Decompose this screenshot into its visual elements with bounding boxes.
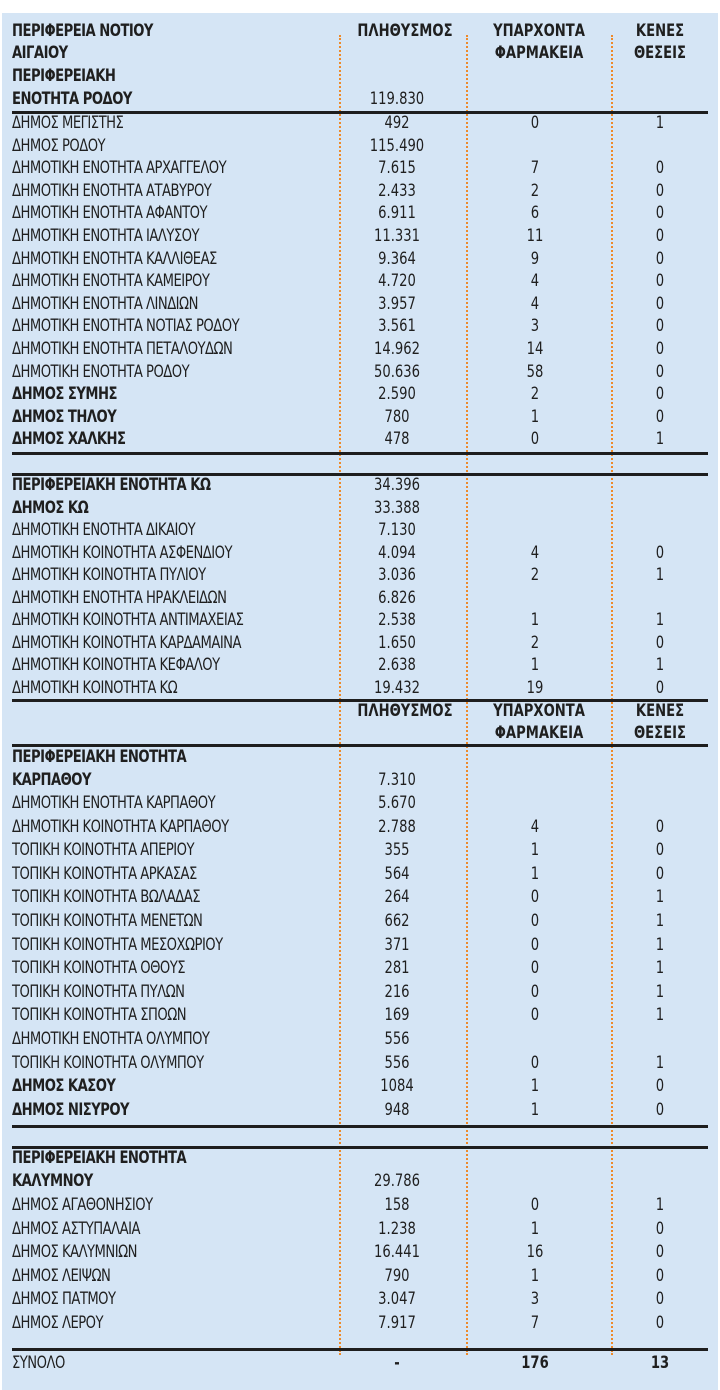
- rule-rodos-bottom: [12, 452, 708, 455]
- row-name: ΔΗΜΟΤΙΚΗ ΕΝΟΤΗΤΑ ΔΙΚΑΙΟΥ: [12, 520, 196, 540]
- row-name: ΔΗΜΟΤΙΚΗ ΚΟΙΝΟΤΗΤΑ ΑΣΦΕΝΔΙΟΥ: [12, 542, 232, 563]
- row-name: ΔΗΜΟΤΙΚΗ ΕΝΟΤΗΤΑ ΑΤΑΒΥΡΟΥ: [12, 180, 212, 201]
- row-pharmacies: 16: [526, 1242, 544, 1263]
- row-population: 7.615: [378, 158, 416, 179]
- row-name: ΔΗΜΟΣ ΑΓΑΘΟΝΗΣΙΟΥ: [12, 1195, 153, 1215]
- row-population: 16.441: [373, 1242, 421, 1263]
- table-row: [0, 587, 720, 609]
- row-pharmacies: 0: [530, 113, 540, 133]
- row-pharmacies: 4: [530, 271, 540, 292]
- table-row: [0, 677, 720, 699]
- row-population: 7.917: [378, 1313, 416, 1333]
- table-row: [0, 157, 720, 179]
- row-vacancies: 1: [655, 1195, 665, 1215]
- row-name: ΔΗΜΟΣ ΤΗΛΟΥ: [12, 406, 117, 427]
- row-name: ΔΗΜΟΣ ΚΑΛΥΜΝΙΩΝ: [12, 1242, 137, 1263]
- region-title-cont: ΑΙΓΑΙΟΥ: [12, 43, 68, 63]
- table-row: [0, 1075, 720, 1097]
- row-name: ΠΕΡΙΦΕΡΕΙΑΚΗ ΕΝΟΤΗΤΑ ΚΩ: [12, 475, 211, 495]
- row-name: ΔΗΜΟΣ ΠΑΤΜΟΥ: [12, 1289, 116, 1310]
- row-name: ΔΗΜΟΣ ΛΕΡΟΥ: [12, 1313, 104, 1333]
- row-population: 355: [384, 840, 410, 861]
- row-population: 1.650: [378, 632, 416, 653]
- column-header-vacancies-line2: ΘΕΣΕΙΣ: [633, 43, 687, 63]
- row-name: ΔΗΜΟΣ ΜΕΓΙΣΤΗΣ: [12, 113, 124, 133]
- row-population: 1.238: [378, 1218, 416, 1239]
- row-population: 2.638: [378, 655, 416, 675]
- row-name: ΔΗΜΟΣ ΡΟΔΟΥ: [12, 135, 106, 156]
- table-row: [0, 1312, 720, 1334]
- section-title-kalymnos-2: [0, 1170, 720, 1192]
- row-pharmacies: 0: [530, 887, 540, 908]
- row-pharmacies: 2: [530, 632, 540, 653]
- row-vacancies: 0: [655, 632, 665, 653]
- row-vacancies: 0: [655, 542, 665, 563]
- row-vacancies: 1: [655, 911, 665, 931]
- column-header-pharmacies-line2: ΦΑΡΜΑΚΕΙΑ: [494, 43, 584, 63]
- row-vacancies: 0: [655, 316, 665, 337]
- section-title-text: ΚΑΛΥΜΝΟΥ: [12, 1171, 93, 1191]
- section-population: 29.786: [373, 1171, 421, 1191]
- row-population: 50.636: [373, 361, 421, 382]
- row-pharmacies: 0: [530, 911, 540, 931]
- row-vacancies: 1: [655, 113, 665, 133]
- section-population: 119.830: [369, 89, 425, 109]
- region-title: ΠΕΡΙΦΕΡΕΙΑ ΝΟΤΙΟΥ: [12, 21, 153, 41]
- column-header-pharmacies-2-line1: ΥΠΑΡΧΟΝΤΑ: [493, 701, 585, 721]
- row-population: 14.962: [373, 339, 421, 359]
- total-population: -: [394, 1353, 400, 1373]
- row-population: 2.538: [378, 610, 416, 630]
- table-row: [0, 863, 720, 885]
- row-population: 3.036: [378, 565, 416, 585]
- row-population: 2.433: [378, 180, 416, 201]
- row-pharmacies: 4: [530, 816, 540, 837]
- row-name: ΔΗΜΟΤΙΚΗ ΚΟΙΝΟΤΗΤΑ ΑΝΤΙΜΑΧΕΙΑΣ: [12, 610, 244, 630]
- row-vacancies: 0: [655, 816, 665, 837]
- row-vacancies: 1: [655, 610, 665, 630]
- row-vacancies: 0: [655, 1218, 665, 1239]
- row-name: ΔΗΜΟΤΙΚΗ ΕΝΟΤΗΤΑ ΚΑΡΠΑΘΟΥ: [12, 793, 216, 813]
- row-vacancies: 0: [655, 1289, 665, 1310]
- row-vacancies: 0: [655, 1242, 665, 1263]
- row-pharmacies: 4: [530, 542, 540, 563]
- total-label: ΣΥΝΟΛΟ: [12, 1353, 65, 1373]
- row-vacancies: 0: [655, 248, 665, 269]
- table-row: [0, 1194, 720, 1216]
- row-population: 4.720: [378, 271, 416, 292]
- row-name: ΔΗΜΟΤΙΚΗ ΕΝΟΤΗΤΑ ΚΑΛΛΙΘΕΑΣ: [12, 248, 217, 269]
- table-row: [0, 654, 720, 676]
- row-name: ΤΟΠΙΚΗ ΚΟΙΝΟΤΗΤΑ ΑΡΚΑΣΑΣ: [12, 863, 197, 884]
- row-name: ΔΗΜΟΣ ΚΩ: [12, 497, 89, 518]
- table-row: [0, 315, 720, 337]
- row-name: ΔΗΜΟΣ ΚΑΣΟΥ: [12, 1076, 116, 1097]
- row-vacancies: 0: [655, 863, 665, 884]
- row-name: ΔΗΜΟΣ ΝΙΣΥΡΟΥ: [12, 1099, 130, 1120]
- table-row: [0, 519, 720, 541]
- row-vacancies: 0: [655, 339, 665, 359]
- table-row: [0, 957, 720, 979]
- row-vacancies: 1: [655, 565, 665, 585]
- row-pharmacies: 6: [530, 203, 540, 224]
- table-row: [0, 135, 720, 157]
- row-population: 6.826: [378, 587, 416, 608]
- section-title-text: ΠΕΡΙΦΕΡΕΙΑΚΗ ΕΝΟΤΗΤΑ: [12, 747, 187, 767]
- row-pharmacies: 3: [530, 316, 540, 337]
- section-title-text: ΚΑΡΠΑΘΟΥ: [12, 770, 91, 790]
- table-row: [0, 225, 720, 247]
- section-title-text: ΠΕΡΙΦΕΡΕΙΑΚΗ ΕΝΟΤΗΤΑ: [12, 1148, 187, 1168]
- column-header-vacancies-2-line1: ΚΕΝΕΣ: [635, 701, 685, 721]
- row-name: ΔΗΜΟΤΙΚΗ ΕΝΟΤΗΤΑ ΙΑΛΥΣΟΥ: [12, 226, 200, 246]
- row-pharmacies: 9: [530, 248, 540, 269]
- row-pharmacies: 11: [526, 226, 544, 246]
- row-population: 115.490: [369, 135, 425, 156]
- table-row: [0, 1218, 720, 1240]
- column-header-vacancies-line1: ΚΕΝΕΣ: [635, 21, 685, 41]
- row-population: 158: [384, 1195, 410, 1215]
- table-row: [0, 428, 720, 450]
- row-population: 780: [384, 406, 410, 427]
- row-population: 478: [384, 429, 410, 450]
- row-population: 6.911: [378, 203, 416, 224]
- row-vacancies: 1: [655, 958, 665, 979]
- column-header-population-2: ΠΛΗΘΥΣΜΟΣ: [357, 701, 453, 721]
- row-population: 1084: [380, 1076, 414, 1097]
- row-name: ΔΗΜΟΣ ΣΥΜΗΣ: [12, 384, 117, 405]
- total-vacancies: 13: [650, 1353, 670, 1373]
- row-vacancies: 1: [655, 1052, 665, 1073]
- table-row: [0, 361, 720, 383]
- total-row: [0, 1352, 720, 1374]
- row-population: 492: [384, 113, 410, 133]
- row-vacancies: 0: [655, 271, 665, 292]
- table-row: [0, 632, 720, 654]
- row-name: ΔΗΜΟΤΙΚΗ ΚΟΙΝΟΤΗΤΑ ΚΩ: [12, 677, 178, 698]
- row-population: 3.957: [378, 293, 416, 314]
- row-name: ΔΗΜΟΣ ΑΣΤΥΠΑΛΑΙΑ: [12, 1218, 140, 1239]
- row-name: ΔΗΜΟΤΙΚΗ ΕΝΟΤΗΤΑ ΠΕΤΑΛΟΥΔΩΝ: [12, 339, 233, 359]
- row-vacancies: 0: [655, 677, 665, 698]
- row-name: ΤΟΠΙΚΗ ΚΟΙΝΟΤΗΤΑ ΒΩΛΑΔΑΣ: [12, 887, 201, 908]
- row-name: ΔΗΜΟΤΙΚΗ ΚΟΙΝΟΤΗΤΑ ΚΕΦΑΛΟΥ: [12, 655, 220, 675]
- table-row: [0, 886, 720, 908]
- row-pharmacies: 0: [530, 934, 540, 955]
- table-row: [0, 542, 720, 564]
- table-row: [0, 270, 720, 292]
- section-title-rodos-1: [0, 65, 720, 87]
- row-vacancies: 1: [655, 429, 665, 450]
- section-title-karpathos-2: [0, 769, 720, 791]
- row-pharmacies: 0: [530, 1195, 540, 1215]
- table-row: [0, 248, 720, 270]
- row-population: 34.396: [373, 475, 421, 495]
- row-pharmacies: 19: [526, 677, 544, 698]
- row-vacancies: 1: [655, 655, 665, 675]
- row-vacancies: 0: [655, 840, 665, 861]
- row-vacancies: 0: [655, 180, 665, 201]
- row-pharmacies: 1: [530, 1265, 540, 1286]
- row-population: 2.788: [378, 816, 416, 837]
- table-row: [0, 180, 720, 202]
- row-population: 2.590: [378, 384, 416, 405]
- table-row: [0, 792, 720, 814]
- row-population: 662: [384, 911, 410, 931]
- total-pharmacies: 176: [521, 1353, 549, 1373]
- row-pharmacies: 1: [530, 655, 540, 675]
- row-vacancies: 0: [655, 1099, 665, 1120]
- row-name: ΤΟΠΙΚΗ ΚΟΙΝΟΤΗΤΑ ΣΠΟΩΝ: [12, 1005, 187, 1026]
- row-name: ΔΗΜΟΤΙΚΗ ΚΟΙΝΟΤΗΤΑ ΠΥΛΙΟΥ: [12, 565, 206, 585]
- row-pharmacies: 0: [530, 958, 540, 979]
- table-row: [0, 1028, 720, 1050]
- row-pharmacies: 2: [530, 180, 540, 201]
- table-row: [0, 1052, 720, 1074]
- section-title-text: ΕΝΟΤΗΤΑ ΡΟΔΟΥ: [12, 89, 132, 109]
- row-pharmacies: 7: [530, 1313, 540, 1333]
- section-population: 7.310: [378, 770, 416, 790]
- row-pharmacies: 0: [530, 981, 540, 1002]
- table-row: [0, 981, 720, 1003]
- rule-total-top: [12, 1348, 708, 1351]
- table-row: [0, 202, 720, 224]
- row-population: 564: [384, 863, 410, 884]
- table-row: [0, 112, 720, 134]
- row-name: ΔΗΜΟΤΙΚΗ ΕΝΟΤΗΤΑ ΚΑΜΕΙΡΟΥ: [12, 271, 210, 292]
- row-name: ΔΗΜΟΤΙΚΗ ΕΝΟΤΗΤΑ ΑΦΑΝΤΟΥ: [12, 203, 208, 224]
- row-vacancies: 1: [655, 1005, 665, 1026]
- row-population: 264: [384, 887, 410, 908]
- row-name: ΔΗΜΟΤΙΚΗ ΕΝΟΤΗΤΑ ΗΡΑΚΛΕΙΔΩΝ: [12, 587, 227, 608]
- row-pharmacies: 58: [526, 361, 544, 382]
- row-population: 556: [384, 1052, 410, 1073]
- table-row: [0, 1004, 720, 1026]
- table-row: [0, 816, 720, 838]
- row-name: ΔΗΜΟΤΙΚΗ ΕΝΟΤΗΤΑ ΟΛΥΜΠΟΥ: [12, 1029, 210, 1049]
- row-pharmacies: 1: [530, 1076, 540, 1097]
- column-header-pharmacies-2-line2: ΦΑΡΜΑΚΕΙΑ: [494, 723, 584, 743]
- row-population: 948: [384, 1099, 410, 1120]
- table-row: [0, 1099, 720, 1121]
- row-vacancies: 0: [655, 361, 665, 382]
- column-header-vacancies-2-line2: ΘΕΣΕΙΣ: [633, 723, 687, 743]
- row-pharmacies: 14: [526, 339, 544, 359]
- row-name: ΤΟΠΙΚΗ ΚΟΙΝΟΤΗΤΑ ΑΠΕΡΙΟΥ: [12, 840, 195, 861]
- row-vacancies: 0: [655, 1076, 665, 1097]
- column-header-population: ΠΛΗΘΥΣΜΟΣ: [357, 21, 453, 41]
- section-title-kalymnos-1: [0, 1147, 720, 1169]
- row-pharmacies: 2: [530, 384, 540, 405]
- table-row: [0, 1265, 720, 1287]
- row-vacancies: 1: [655, 981, 665, 1002]
- row-population: 371: [384, 934, 410, 955]
- row-name: ΤΟΠΙΚΗ ΚΟΙΝΟΤΗΤΑ ΠΥΛΩΝ: [12, 981, 185, 1002]
- row-population: 3.047: [378, 1289, 416, 1310]
- table-row: [0, 497, 720, 519]
- table-row: [0, 910, 720, 932]
- row-population: 5.670: [378, 793, 416, 813]
- row-population: 4.094: [378, 542, 416, 563]
- row-population: 19.432: [373, 677, 421, 698]
- row-population: 3.561: [378, 316, 416, 337]
- rule-karpathos-bottom: [12, 1125, 708, 1128]
- column-header-pharmacies-line1: ΥΠΑΡΧΟΝΤΑ: [493, 21, 585, 41]
- table-row: [0, 564, 720, 586]
- row-vacancies: 0: [655, 384, 665, 405]
- row-population: 281: [384, 958, 410, 979]
- table-row: [0, 338, 720, 360]
- row-pharmacies: 7: [530, 158, 540, 179]
- row-name: ΔΗΜΟΤΙΚΗ ΕΝΟΤΗΤΑ ΝΟΤΙΑΣ ΡΟΔΟΥ: [12, 316, 240, 337]
- row-vacancies: 0: [655, 158, 665, 179]
- row-population: 7.130: [378, 520, 416, 540]
- row-population: 169: [384, 1005, 410, 1026]
- row-name: ΤΟΠΙΚΗ ΚΟΙΝΟΤΗΤΑ ΟΛΥΜΠΟΥ: [12, 1052, 204, 1073]
- header-row-2: [0, 42, 720, 64]
- row-name: ΔΗΜΟΣ ΧΑΛΚΗΣ: [12, 429, 126, 450]
- row-vacancies: 0: [655, 1313, 665, 1333]
- row-name: ΔΗΜΟΤΙΚΗ ΚΟΙΝΟΤΗΤΑ ΚΑΡΔΑΜΑΙΝΑ: [12, 632, 241, 653]
- table-row: [0, 406, 720, 428]
- row-vacancies: 1: [655, 934, 665, 955]
- row-vacancies: 0: [655, 293, 665, 314]
- row-population: 790: [384, 1265, 410, 1286]
- row-pharmacies: 2: [530, 565, 540, 585]
- row-name: ΔΗΜΟΣ ΛΕΙΨΩΝ: [12, 1265, 111, 1286]
- row-name: ΔΗΜΟΤΙΚΗ ΚΟΙΝΟΤΗΤΑ ΚΑΡΠΑΘΟΥ: [12, 816, 229, 837]
- row-name: ΤΟΠΙΚΗ ΚΟΙΝΟΤΗΤΑ ΜΕΣΟΧΩΡΙΟΥ: [12, 934, 223, 955]
- row-pharmacies: 1: [530, 1218, 540, 1239]
- row-vacancies: 0: [655, 226, 665, 246]
- row-pharmacies: 1: [530, 1099, 540, 1120]
- row-population: 216: [384, 981, 410, 1002]
- row-name: ΔΗΜΟΤΙΚΗ ΕΝΟΤΗΤΑ ΑΡΧΑΓΓΕΛΟΥ: [12, 158, 227, 179]
- row-pharmacies: 1: [530, 863, 540, 884]
- row-pharmacies: 1: [530, 840, 540, 861]
- section-title-rodos-2: [0, 88, 720, 110]
- row-population: 11.331: [373, 226, 421, 246]
- row-pharmacies: 0: [530, 1052, 540, 1073]
- row-pharmacies: 4: [530, 293, 540, 314]
- table-row: [0, 474, 720, 496]
- table-row: [0, 293, 720, 315]
- table-row: [0, 609, 720, 631]
- row-vacancies: 0: [655, 1265, 665, 1286]
- row-pharmacies: 1: [530, 406, 540, 427]
- table-row: [0, 1241, 720, 1263]
- table-row: [0, 383, 720, 405]
- section-title-text: ΠΕΡΙΦΕΡΕΙΑΚΗ: [12, 66, 116, 86]
- table-row: [0, 934, 720, 956]
- row-population: 556: [384, 1029, 410, 1049]
- row-vacancies: 1: [655, 887, 665, 908]
- row-pharmacies: 0: [530, 1005, 540, 1026]
- row-name: ΤΟΠΙΚΗ ΚΟΙΝΟΤΗΤΑ ΟΘΟΥΣ: [12, 958, 186, 979]
- row-pharmacies: 3: [530, 1289, 540, 1310]
- row-population: 33.388: [373, 497, 421, 518]
- row-name: ΤΟΠΙΚΗ ΚΟΙΝΟΤΗΤΑ ΜΕΝΕΤΩΝ: [12, 911, 203, 931]
- row-vacancies: 0: [655, 203, 665, 224]
- row-name: ΔΗΜΟΤΙΚΗ ΕΝΟΤΗΤΑ ΡΟΔΟΥ: [12, 361, 190, 382]
- table-row: [0, 1288, 720, 1310]
- row-vacancies: 0: [655, 406, 665, 427]
- row-pharmacies: 1: [530, 610, 540, 630]
- section-title-karpathos-1: [0, 746, 720, 768]
- table-row: [0, 839, 720, 861]
- row-name: ΔΗΜΟΤΙΚΗ ΕΝΟΤΗΤΑ ΛΙΝΔΙΩΝ: [12, 293, 198, 314]
- row-pharmacies: 0: [530, 429, 540, 450]
- row-population: 9.364: [378, 248, 416, 269]
